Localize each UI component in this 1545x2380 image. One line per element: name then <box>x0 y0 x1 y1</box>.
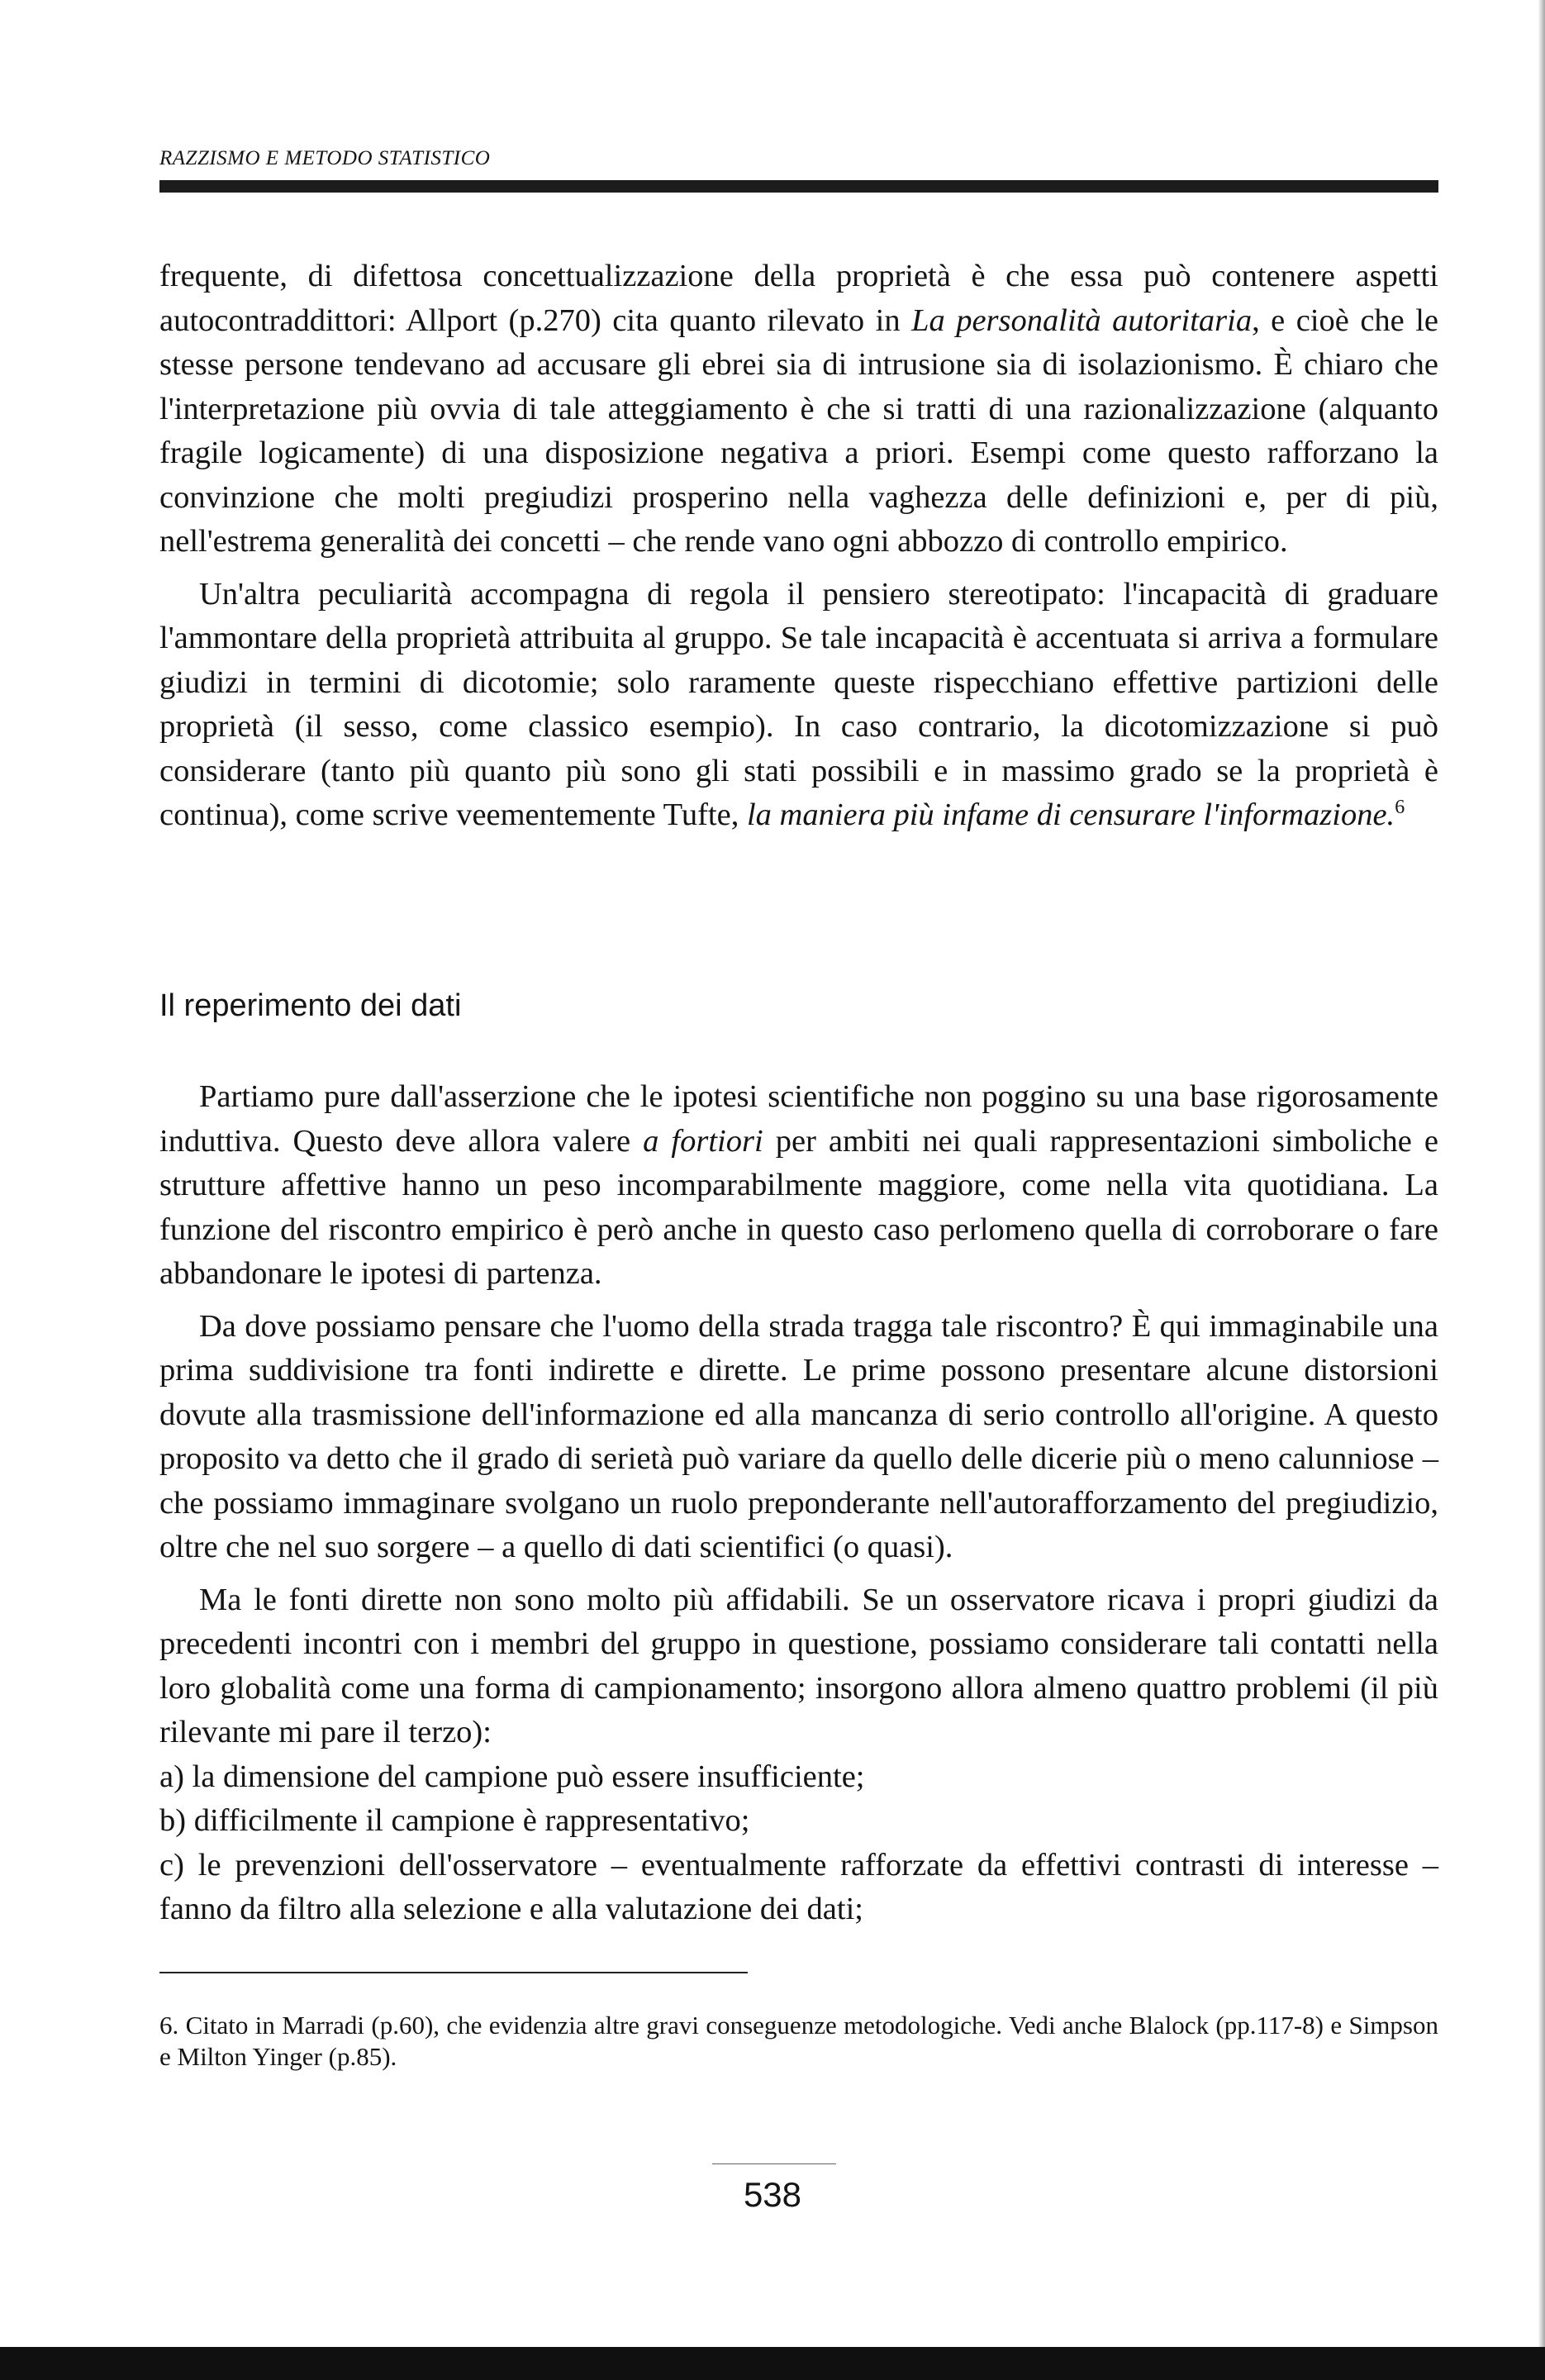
list-item: c) le prevenzioni dell'osservatore – eventualmente rafforzate da effettivi contrasti di interesse – fanno da filtro alla selezione e alla valutazione dei dati; <box>159 1847 1438 1926</box>
paragraph <box>159 1578 1438 1755</box>
page-number: 538 <box>743 2175 802 2214</box>
paragraph <box>159 1075 1438 1297</box>
text-run: per ambiti nei quali rappresentazioni simboliche e strutture affettive hanno un peso incomparabilmente maggiore, come nella vita quotidiana. La funzione del riscontro empirico è però anche in questo caso perlomeno quella di corroborare o fare abbandonare le ipotesi di partenza. <box>159 1123 1438 1291</box>
list-item: b) difficilmente il campione è rappresentativo; <box>159 1803 750 1838</box>
text-run: , e cioè che le stesse persone tendevano ad accusare gli ebrei sia di intrusione sia di isolazionismo. È chiaro che l'interpretazione più ovvia di tale atteggiamento è che si tratti di una razionalizzazione (alquanto fragile logicamente) di una disposizione negativa a priori. Esempi come questo rafforzano la convinzione che molti pregiudizi prosperino nella vaghezza delle definizioni e, per di più, nell'estrema generalità dei concetti – che rende vano ogni abbozzo di controllo empirico. <box>159 302 1439 559</box>
scan-edge-shadow <box>1538 0 1545 2380</box>
footnote: 6. Citato in Marradi (p.60), che evidenzia altre gravi conseguenze metodologiche. Vedi anche Blalock (pp.117-8) e Simpson e Milton Yinger (p.85). <box>159 2011 1438 2071</box>
italic-text: La personalità autoritaria <box>911 302 1253 338</box>
list-item: a) la dimensione del campione può essere insufficiente; <box>159 1759 865 1794</box>
paragraph <box>159 1305 1438 1570</box>
scan-bottom-border <box>0 2347 1545 2380</box>
text-run: Partiamo pure dall'asserzione che le ipotesi scientifiche non poggino su una base rigorosamente induttiva. Questo deve allora valere <box>159 1079 1438 1159</box>
body-text-after-heading <box>159 1075 1438 1932</box>
footnote-rule <box>159 1972 748 1973</box>
footnote-marker: 6 <box>1395 797 1405 818</box>
paragraph <box>159 255 1438 564</box>
text-run: frequente, di difettosa concettualizzazione della proprietà è che essa può contenere aspetti autocontraddittori: Allport (p.270) cita quanto rilevato in <box>159 259 1438 338</box>
italic-text: la maniera più infame di censurare l'informazione. <box>746 797 1395 832</box>
text-run: Un'altra peculiarità accompagna di regola il pensiero stereotipato: l'incapacità di graduare l'ammontare della proprietà attribuita al gruppo. Se tale incapacità è accentuata si arriva a formulare giudizi in termini di dicotomie; solo raramente queste rispecchiano effettive partizioni delle proprietà (il sesso, come classico esempio). In caso contrario, la dicotomizzazione si può considerare (tanto più quanto più sono gli stati possibili e in massimo grado se la proprietà è continua), come scrive veementemente Tufte, <box>159 576 1438 832</box>
header-rule <box>159 180 1438 193</box>
text-run: Ma le fonti dirette non sono molto più affidabili. Se un osservatore ricava i propri giudizi da precedenti incontri con i membri del gruppo in questione, possiamo considerare tali contatti nella loro globalità come una forma di campionamento; insorgono allora almeno quattro problemi (il più rilevante mi pare il terzo): <box>159 1582 1438 1749</box>
body-text-before-heading <box>159 255 1438 838</box>
running-head: RAZZISMO E METODO STATISTICO <box>159 147 491 169</box>
section-heading: Il reperimento dei dati <box>159 988 462 1023</box>
paragraph <box>159 573 1438 838</box>
text-run: Da dove possiamo pensare che l'uomo della strada tragga tale riscontro? È qui immaginabile una prima suddivisione tra fonti indirette e dirette. Le prime possono presentare alcune distorsioni dovute alla trasmissione dell'informazione ed alla mancanza di serio controllo all'origine. A questo proposito va detto che il grado di serietà può variare da quello delle dicerie più o meno calunniose – che possiamo immaginare svolgano un ruolo preponderante nell'autorafforzamento del pregiudizio, oltre che nel suo sorgere – a quello di dati scientifici (o quasi). <box>159 1308 1438 1564</box>
italic-text: a fortiori <box>643 1123 763 1159</box>
page-number-rule <box>712 2163 836 2164</box>
